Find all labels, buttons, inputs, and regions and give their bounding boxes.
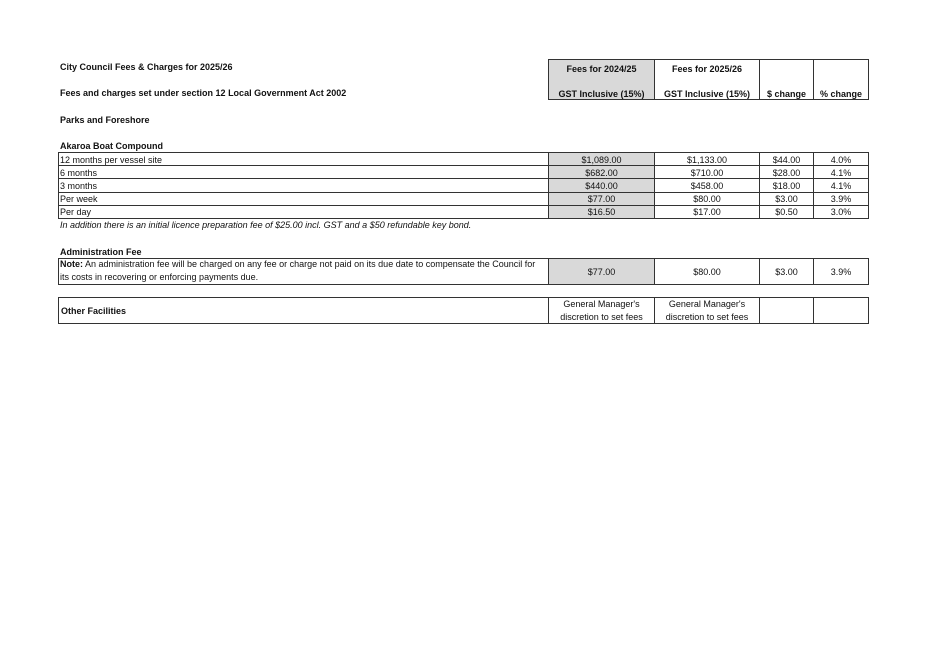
header-col-2024-top: Fees for 2024/25 — [566, 64, 637, 74]
fee-2025: $80.00 — [693, 193, 721, 204]
row-label: 3 months — [60, 180, 98, 191]
admin-heading: Administration Fee — [60, 247, 142, 257]
admin-note-label: Note: — [60, 259, 83, 269]
header-col-2025 — [654, 59, 760, 100]
fee-2025: $17.00 — [693, 206, 721, 217]
header-col-2024-bottom: GST Inclusive (15%) — [558, 89, 645, 99]
dollar-change: $28.00 — [772, 167, 801, 178]
header-col-change — [759, 59, 814, 100]
row-label: Per day — [60, 206, 92, 217]
pct-change: 4.1% — [830, 180, 852, 191]
page-subtitle: Fees and charges set under section 12 Local Government Act 2002 — [60, 88, 347, 98]
header-col-pct-label: % change — [819, 89, 862, 99]
admin-dollar-change: $3.00 — [775, 266, 798, 277]
fee-2024: $16.50 — [587, 206, 616, 217]
fee-2025: $458.00 — [690, 180, 724, 191]
dollar-change: $44.00 — [772, 154, 801, 165]
row-label: Per week — [60, 193, 98, 204]
dollar-change: $3.00 — [775, 193, 798, 204]
header-col-2024 — [548, 59, 655, 100]
other-table — [58, 297, 869, 324]
boat-note: In addition there is an initial licence preparation fee of $25.00 incl. GST and a $50 refundable key bond. — [60, 220, 472, 230]
other-fee-2025: General Manager's discretion to set fees — [665, 298, 749, 322]
other-fee-2024: General Manager's discretion to set fees — [560, 298, 643, 322]
admin-fee-2025: $80.00 — [693, 266, 721, 277]
fee-2024: $77.00 — [587, 193, 616, 204]
pct-change: 3.0% — [830, 206, 852, 217]
header-col-pct — [813, 59, 869, 100]
header-col-change-label: $ change — [766, 89, 806, 99]
fee-2024: $682.00 — [585, 167, 618, 178]
pct-change: 4.1% — [830, 167, 852, 178]
other-label: Other Facilities — [61, 305, 127, 316]
boat-table — [58, 152, 869, 219]
fee-2024: $1,089.00 — [581, 154, 622, 165]
pct-change: 4.0% — [830, 154, 852, 165]
row-label: 12 months per vessel site — [60, 154, 163, 165]
admin-note — [60, 258, 546, 284]
header-col-2025-top: Fees for 2025/26 — [671, 64, 743, 74]
fee-2025: $710.00 — [690, 167, 724, 178]
admin-fee-2024: $77.00 — [587, 266, 616, 277]
boat-heading: Akaroa Boat Compound — [60, 141, 164, 151]
dollar-change: $18.00 — [772, 180, 801, 191]
admin-pct-change: 3.9% — [830, 266, 852, 277]
fee-2024: $440.00 — [585, 180, 618, 191]
pct-change: 3.9% — [830, 193, 852, 204]
page-title: City Council Fees & Charges for 2025/26 — [60, 62, 233, 72]
admin-note-text: An administration fee will be charged on any fee or charge not paid on its due date to compensate the Council for its costs in recovering or enforcing payments due. — [60, 259, 536, 282]
dollar-change: $0.50 — [775, 206, 798, 217]
admin-table — [58, 258, 869, 285]
header-col-2025-bottom: GST Inclusive (15%) — [663, 89, 751, 99]
section-title: Parks and Foreshore — [60, 115, 150, 125]
row-label: 6 months — [60, 167, 98, 178]
fee-2025: $1,133.00 — [686, 154, 728, 165]
